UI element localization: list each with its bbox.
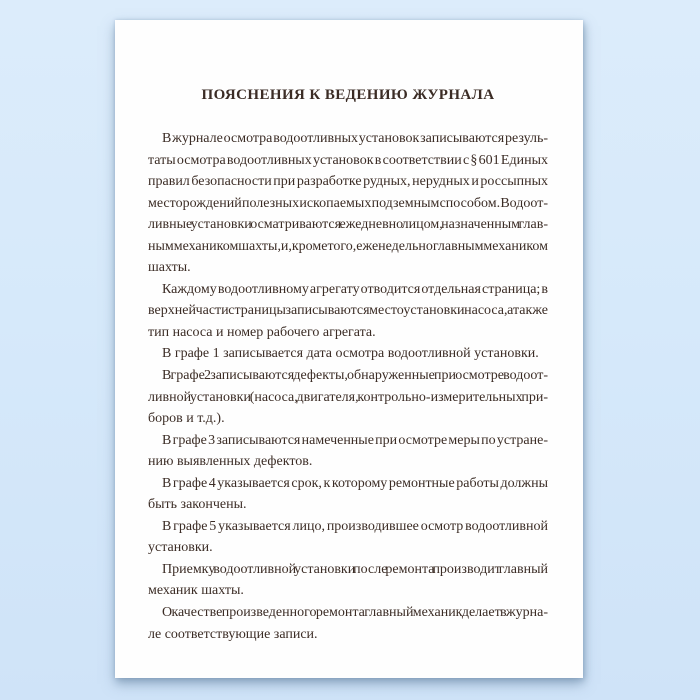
paragraph <box>148 602 548 645</box>
text-line <box>148 150 548 172</box>
page-title: ПОЯСНЕНИЯ К ВЕДЕНИЮ ЖУРНАЛА <box>201 87 495 103</box>
text-line-content: ливные установки осматриваются ежедневно лицом, назначенным глав- <box>148 217 548 233</box>
text-line-content: механик шахты. <box>148 583 244 599</box>
text-line <box>148 365 548 387</box>
text-line <box>148 171 548 193</box>
paragraph <box>148 430 548 473</box>
text-line-content: боров и т.д.). <box>148 411 225 427</box>
text-line-content: В журнале осмотра водоотливных установок записываются резуль- <box>162 131 548 146</box>
text-line-content: правил безопасности при разработке рудных, нерудных и россыпных <box>148 174 548 190</box>
text-line <box>148 430 548 452</box>
text-line-content: В графе 2 записываются дефекты, обнаруженные при осмотре водоот- <box>162 368 548 384</box>
text-line <box>148 300 548 322</box>
text-line-content: ле соответствующие записи. <box>148 626 318 642</box>
text-line-content: В графе 1 записывается дата осмотра водоотливной установки. <box>162 346 539 362</box>
text-line <box>148 387 548 409</box>
text-line-content: шахты. <box>148 260 191 276</box>
paragraph <box>148 473 548 516</box>
text-line-content: В графе 3 записываются намеченные при осмотре меры по устране- <box>162 432 548 448</box>
text-line-content: ным механиком шахты, и, кроме того, еженедельно главным механиком <box>148 238 548 254</box>
text-line-content: ливной установки (насоса, двигателя, контрольно-измерительных при- <box>148 389 548 405</box>
paragraph <box>148 516 548 559</box>
text-line <box>148 214 548 236</box>
text-line-content: В графе 5 указывается лицо, производившее осмотр водоотливной <box>162 518 548 534</box>
text-line-content: верхней части страницы записываются место установки насоса, а также <box>148 303 548 319</box>
text-line-content: Приемку водоотливной установки после ремонта производит главный <box>162 561 548 577</box>
paragraph <box>148 128 548 279</box>
text-line-content: В графе 4 указывается срок, к которому ремонтные работы должны <box>162 475 548 491</box>
text-line <box>148 279 548 301</box>
document-body <box>148 128 548 645</box>
text-line-content: месторождений полезных ископаемых подземным способом. Водоот- <box>148 195 548 211</box>
text-line-content: нию выявленных дефектов. <box>148 454 313 470</box>
document-page <box>115 20 583 678</box>
text-line <box>148 193 548 215</box>
text-line <box>148 236 548 258</box>
text-line <box>148 451 548 473</box>
text-line <box>148 559 548 581</box>
text-line <box>148 128 548 150</box>
text-line <box>148 580 548 602</box>
text-line <box>148 408 548 430</box>
text-line <box>148 602 548 624</box>
text-line-content: Каждому водоотливному агрегату отводится отдельная страница; в <box>162 281 548 297</box>
text-line-content: таты осмотра водоотливных установок в соответствии с § 601 Единых <box>148 152 548 168</box>
paragraph <box>148 343 548 365</box>
text-line <box>148 322 548 344</box>
text-line-content: тип насоса и номер рабочего агрегата. <box>148 324 376 340</box>
paragraph <box>148 365 548 430</box>
paragraph <box>148 279 548 344</box>
paragraph <box>148 559 548 602</box>
text-line-content: О качестве произведенного ремонта главный механик делает в журна- <box>162 605 548 621</box>
text-line <box>148 473 548 495</box>
text-line <box>148 516 548 538</box>
text-line <box>148 494 548 516</box>
text-line <box>148 343 548 365</box>
text-line <box>148 257 548 279</box>
text-line <box>148 537 548 559</box>
text-line-content: установки. <box>148 540 213 556</box>
text-line <box>148 624 548 646</box>
text-line-content: быть закончены. <box>148 497 247 513</box>
